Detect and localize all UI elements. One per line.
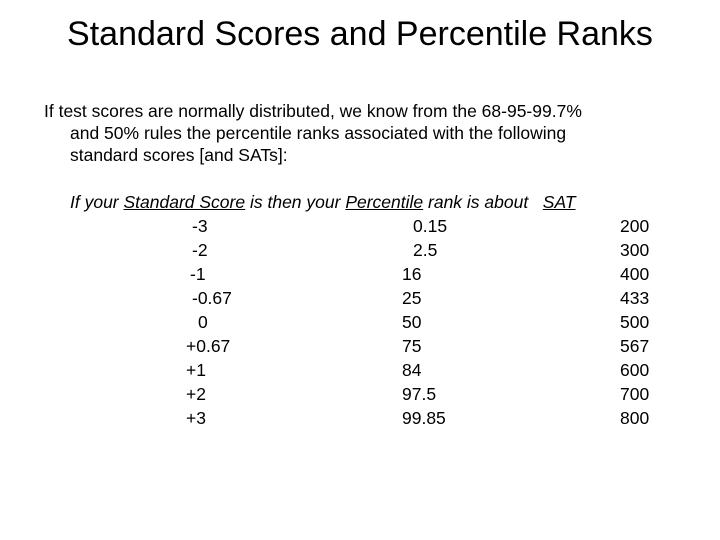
header-rank-is-about: rank is about: [423, 192, 543, 212]
z-score-cell: +1: [186, 360, 206, 380]
percentile-cell: 99.85: [402, 408, 446, 428]
percentile-cell: 0.15: [413, 216, 448, 236]
sat-cell: 600: [620, 360, 650, 380]
percentile-cell: 16: [402, 264, 422, 284]
header-prefix: If your: [70, 192, 124, 212]
z-score-cell: -3: [192, 216, 208, 236]
percentile-cell: 75: [402, 336, 422, 356]
header-is-then-your: is then your: [245, 192, 346, 212]
z-score-cell: -2: [192, 240, 208, 260]
percentile-cell: 2.5: [413, 240, 438, 260]
sat-cell: 300: [620, 240, 650, 260]
percentile-cell: 25: [402, 288, 422, 308]
sat-cell: 800: [620, 408, 650, 428]
z-score-cell: -1: [190, 264, 206, 284]
z-score-cell: 0: [198, 312, 208, 332]
intro-line-1: If test scores are normally distributed, we know from the 68-95-99.7%: [44, 101, 582, 121]
z-score-cell: -0.67: [192, 288, 232, 308]
table-header: [70, 190, 576, 214]
intro-line-2: and 50% rules the percentile ranks associated with the following: [70, 123, 567, 143]
percentile-cell: 50: [402, 312, 422, 332]
sat-cell: 433: [620, 288, 650, 308]
slide-title: Standard Scores and Percentile Ranks: [67, 15, 653, 53]
z-score-cell: +2: [186, 384, 206, 404]
sat-cell: 500: [620, 312, 650, 332]
sat-cell: 700: [620, 384, 650, 404]
z-score-cell: +0.67: [186, 336, 231, 356]
percentile-cell: 84: [402, 360, 422, 380]
intro-line-3: standard scores [and SATs]:: [70, 145, 288, 165]
percentile-cell: 97.5: [402, 384, 437, 404]
sat-cell: 400: [620, 264, 650, 284]
sat-cell: 200: [620, 216, 650, 236]
sat-cell: 567: [620, 336, 650, 356]
header-percentile: Percentile: [345, 192, 424, 212]
header-standard-score: Standard Score: [123, 192, 246, 212]
header-sat: SAT: [542, 192, 576, 212]
z-score-cell: +3: [186, 408, 206, 428]
